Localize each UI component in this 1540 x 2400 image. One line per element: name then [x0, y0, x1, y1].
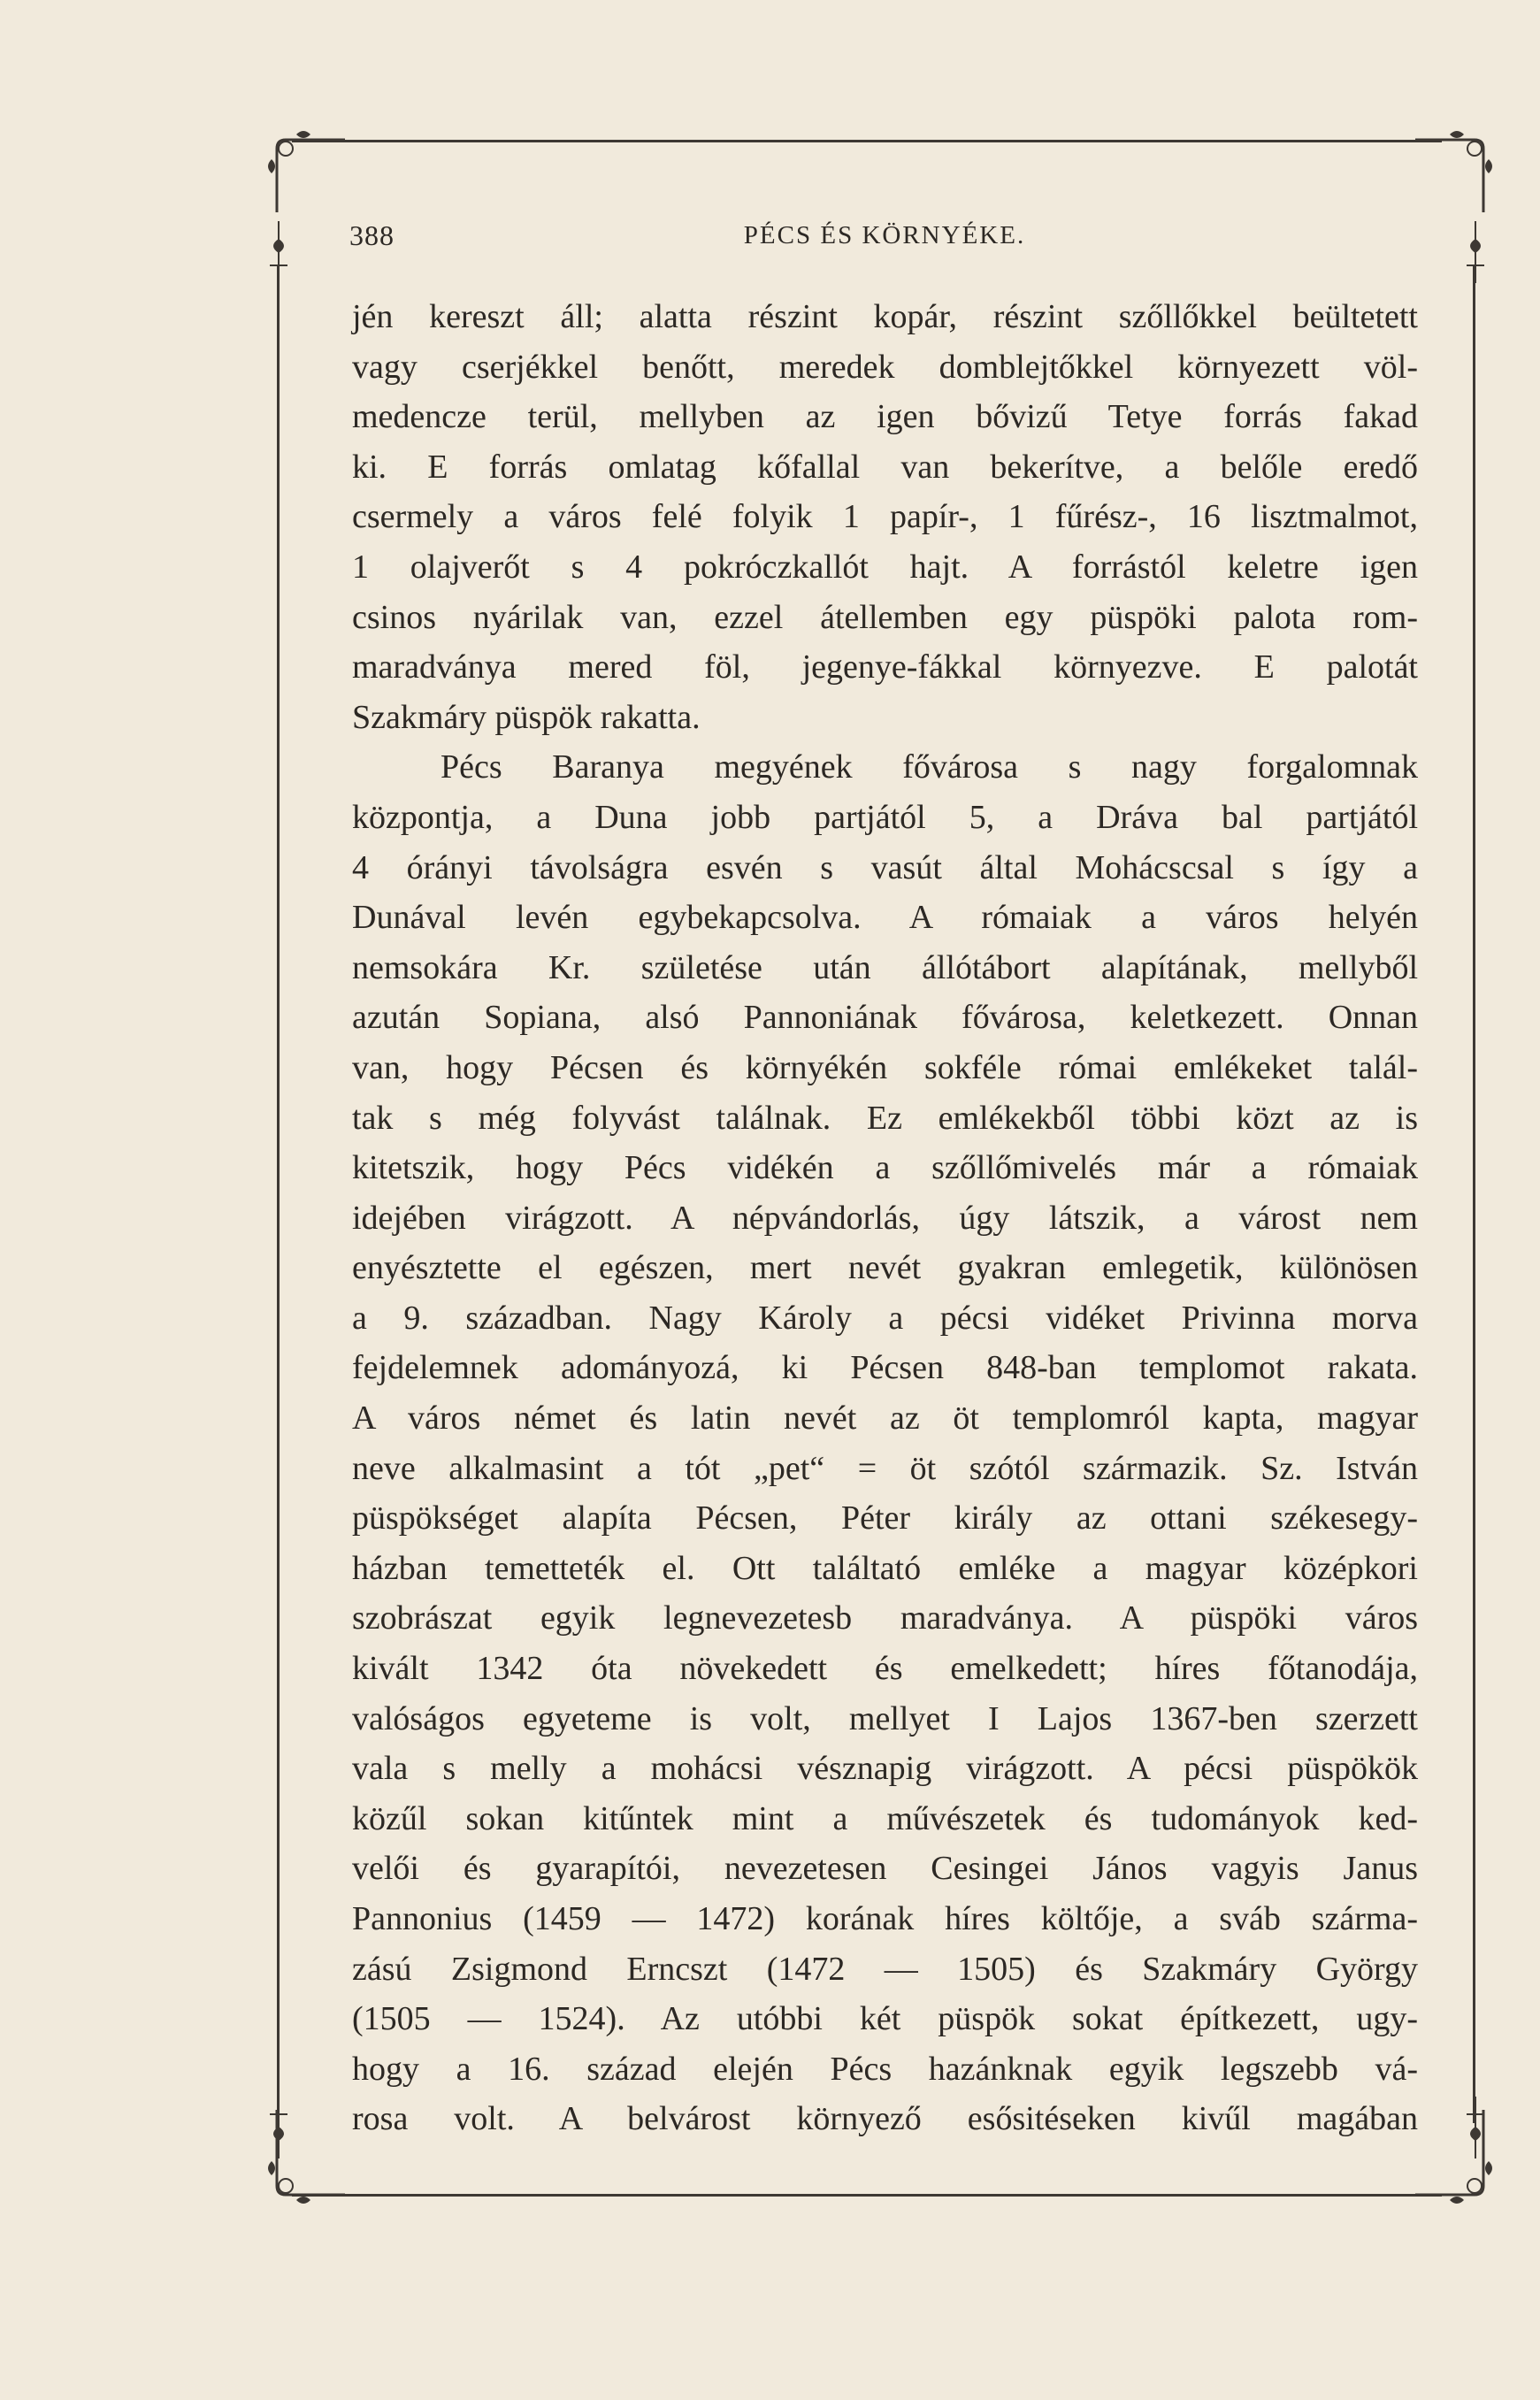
text-line: neve alkalmasint a tót „pet“ = öt szótól származik. Sz. István	[352, 1449, 1418, 1487]
text-line: zású Zsigmond Erncszt (1472 — 1505) és Szakmáry György	[352, 1950, 1418, 1988]
text-line: szobrászat egyik legnevezetesb maradványa. A püspöki város	[352, 1599, 1418, 1637]
text-line: tak s még folyvást találnak. Ez emlékekből többi közt az is	[352, 1099, 1418, 1137]
text-line: vagy cserjékkel benőtt, meredek domblejtőkkel környezett völ-	[352, 348, 1418, 386]
text-line: A város német és latin nevét az öt templomról kapta, magyar	[352, 1399, 1418, 1438]
text-line: hogy a 16. század elején Pécs hazánknak egyik legszebb vá-	[352, 2050, 1418, 2088]
text-line: püspökséget alapíta Pécsen, Péter király az ottani székesegy-	[352, 1499, 1418, 1537]
text-line: csermely a város felé folyik 1 papír-, 1 fűrész-, 16 lisztmalmot,	[352, 498, 1418, 536]
corner-ornament-icon	[1415, 124, 1499, 221]
text-line: vala s melly a mohácsi vésznapig virágzott. A pécsi püspökök	[352, 1750, 1418, 1788]
text-line: azután Sopiana, alsó Pannoniának fővárosa, keletkezett. Onnan	[352, 999, 1418, 1037]
frame-top-rule	[292, 140, 1442, 142]
frame-bottom-rule	[292, 2194, 1442, 2197]
flourish-icon	[261, 2097, 296, 2158]
text-line: kivált 1342 óta növekedett és emelkedett; híres főtanodája,	[352, 1650, 1418, 1688]
text-line: valóságos egyeteme is volt, mellyet I Lajos 1367-ben szerzett	[352, 1699, 1418, 1737]
text-line: csinos nyárilak van, ezzel átellemben egy püspöki palota rom-	[352, 598, 1418, 636]
text-line: házban temetteték el. Ott találtató emléke a magyar középkori	[352, 1549, 1418, 1587]
text-line: Pannonius (1459 — 1472) korának híres költője, a sváb szárma-	[352, 1900, 1418, 1937]
body-text	[352, 292, 1418, 2144]
text-line: maradványa mered föl, jegenye-fákkal környezve. E palotát	[352, 648, 1418, 686]
text-line: Szakmáry püspök rakatta.	[352, 698, 701, 736]
flourish-icon	[261, 221, 296, 283]
text-line: a 9. században. Nagy Károly a pécsi vidéket Privinna morva	[352, 1299, 1418, 1337]
text-line: van, hogy Pécsen és környékén sokféle római emlékeket talál-	[352, 1048, 1418, 1086]
text-line: enyésztette el egészen, mert nevét gyakran emlegetik, különösen	[352, 1249, 1418, 1287]
text-line: közűl sokan kitűntek mint a művészetek és tudományok ked-	[352, 1799, 1418, 1837]
text-line: 4 órányi távolságra esvén s vasút által Mohácscsal s így a	[352, 848, 1418, 886]
text-line: kitetszik, hogy Pécs vidékén a szőllőmivelés már a rómaiak	[352, 1149, 1418, 1187]
text-line: központja, a Duna jobb partjától 5, a Dráva bal partjától	[352, 798, 1418, 836]
flourish-icon	[1458, 2097, 1493, 2158]
text-line: nemsokára Kr. születése után állótábort alapítának, mellyből	[352, 948, 1418, 986]
text-line: idejében virágzott. A népvándorlás, úgy látszik, a várost nem	[352, 1199, 1418, 1237]
text-line: velői és gyarapítói, nevezetesen Cesingei János vagyis Janus	[352, 1850, 1418, 1888]
text-line: fejdelemnek adományozá, ki Pécsen 848-ban templomot rakata.	[352, 1349, 1418, 1387]
running-title: PÉCS ÉS KÖRNYÉKE.	[743, 221, 1026, 249]
corner-ornament-icon	[261, 124, 345, 221]
text-line: rosa volt. A belvárost környező esősitéseken kivűl magában	[352, 2100, 1418, 2138]
text-line: (1505 — 1524). Az utóbbi két püspök sokat építkezett, ugy-	[352, 2000, 1418, 2038]
page-number: 388	[349, 219, 395, 251]
text-line: Dunával levén egybekapcsolva. A rómaiak a város helyén	[352, 899, 1418, 937]
text-line: ki. E forrás omlatag kőfallal van bekerítve, a belőle eredő	[352, 448, 1418, 486]
text-line: medencze terül, mellyben az igen bővizű Tetye forrás fakad	[352, 398, 1418, 436]
flourish-icon	[1458, 221, 1493, 283]
frame-right-rule	[1473, 265, 1475, 2123]
running-head	[349, 219, 1420, 264]
frame-left-rule	[277, 265, 280, 2123]
text-line: 1 olajverőt s 4 pokróczkallót hajt. A forrástól keletre igen	[352, 548, 1418, 586]
text-line: Pécs Baranya megyének fővárosa s nagy forgalomnak	[441, 748, 1418, 786]
text-line: jén kereszt áll; alatta részint kopár, részint szőllőkkel beültetett	[352, 298, 1418, 335]
